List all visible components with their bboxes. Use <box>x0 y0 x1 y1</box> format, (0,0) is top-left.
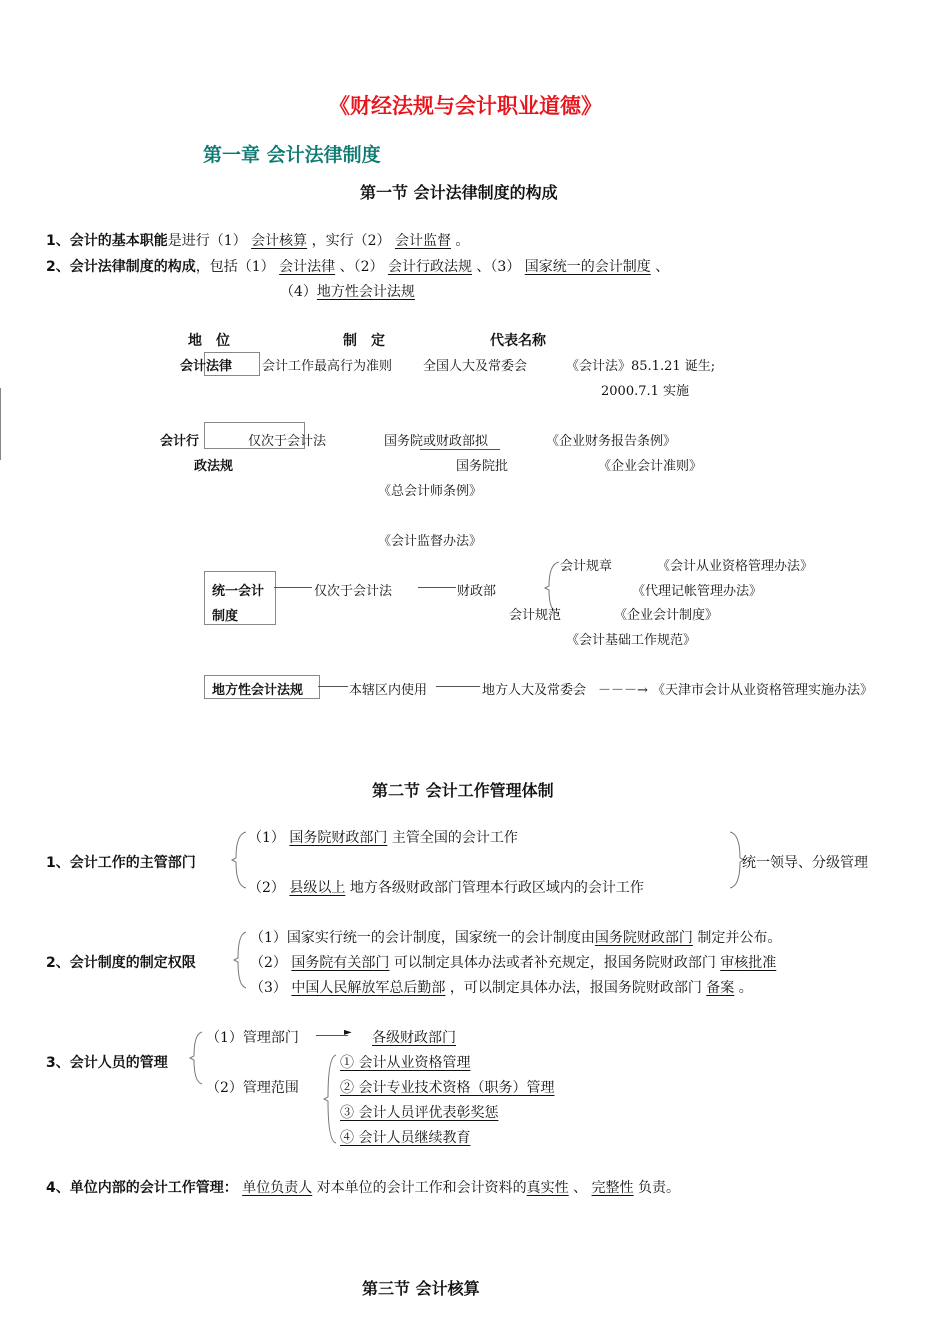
scope-item-2: ② 会计专业技术资格（职务）管理 <box>340 1080 555 1096</box>
unified-label-2: 制度 <box>212 609 239 624</box>
s2-q2-label: 2、会计制度的制定权限 <box>46 955 196 971</box>
law-name: 《会计法》85.1.21 诞生; <box>566 359 716 374</box>
local-maker: 地方人大及常委会 <box>482 683 587 698</box>
s2-q3-brace <box>190 1030 204 1086</box>
s2-q4: 4、单位内部的会计工作管理： 单位负责人 对本单位的会计工作和会计资料的真实性 、 完整性 负责。 <box>46 1180 681 1196</box>
q-label: 1、会计的基本职能 <box>46 233 168 249</box>
local-name: 《天津市会计从业资格管理实施办法》 <box>652 683 874 698</box>
admin-maker-1: 国务院或财政部拟 <box>384 434 489 449</box>
unified-name-3: 《企业会计制度》 <box>614 608 719 623</box>
admin-status: 仅次于会计法 <box>248 434 327 449</box>
s1-q2-line2: （4）地方性会计法规 <box>280 284 415 300</box>
s1-q1: 1、会计的基本职能是进行（1） 会计核算 ，实行（2） 会计监督 。 <box>46 233 470 249</box>
local-connector-1 <box>318 686 348 687</box>
unified-name-2: 《代理记帐管理办法》 <box>632 584 763 599</box>
admin-maker-2: 国务院批 <box>456 459 509 474</box>
unified-connector-2 <box>418 587 456 588</box>
law-maker: 全国人大及常委会 <box>423 359 528 374</box>
unified-rules: 会计规章 <box>560 559 613 574</box>
chapter-title: 第一章 会计法律制度 <box>203 144 381 166</box>
s2-q1-label: 1、会计工作的主管部门 <box>46 855 196 871</box>
s2-q3-scope-brace <box>324 1053 338 1145</box>
s2-q2-item-1: （1）国家实行统一的会计制度，国家统一的会计制度由国务院财政部门 制定并公布。 <box>250 930 782 946</box>
answer: 真实性 <box>526 1180 569 1196</box>
answer: 完整性 <box>591 1180 634 1196</box>
unified-label-1: 统一会计 <box>212 584 265 599</box>
scope-item-1: ① 会计从业资格管理 <box>340 1055 471 1071</box>
unified-name-4: 《会计基础工作规范》 <box>566 633 697 648</box>
answer: 会计法律 <box>279 259 336 275</box>
s1-q2: 2、会计法律制度的构成，包括（1） 会计法律 、（2） 会计行政法规 、（3） 国家统一的会计制度 、 <box>46 259 670 275</box>
s2-q1-summary: 统一领导、分级管理 <box>742 855 868 871</box>
admin-name-1: 《企业财务报告条例》 <box>546 434 677 449</box>
admin-connector <box>420 449 500 450</box>
arrow-head-icon: ► <box>344 1027 352 1038</box>
s2-q1-item-1: （1） 国务院财政部门 主管全国的会计工作 <box>248 830 518 846</box>
header-name: 代表名称 <box>490 333 546 349</box>
s2-q1-brace <box>232 830 248 890</box>
answer: 会计行政法规 <box>387 259 472 275</box>
margin-mark <box>0 388 1 460</box>
scope-item-3: ③ 会计人员评优表彰奖惩 <box>340 1105 499 1121</box>
local-label: 地方性会计法规 <box>212 683 304 698</box>
answer: 地方性会计法规 <box>316 284 415 300</box>
law-status: 会计工作最高行为准则 <box>262 359 393 374</box>
scope-item-4: ④ 会计人员继续教育 <box>340 1130 471 1146</box>
admin-label-2: 政法规 <box>194 459 234 474</box>
law-date: 2000.7.1 实施 <box>601 384 690 399</box>
s2-q2-item-3: （3） 中国人民解放军总后勤部 ，可以制定具体办法，报国务院财政部门 备案 。 <box>250 980 753 996</box>
unified-status: 仅次于会计法 <box>314 584 393 599</box>
answer: 中国人民解放军总后勤部 <box>291 980 446 996</box>
section-3-title: 第三节 会计核算 <box>362 1279 480 1298</box>
header-maker: 制 定 <box>343 333 385 349</box>
unified-connector-1 <box>274 587 312 588</box>
s2-q3-mgmt-scope: （2）管理范围 <box>206 1080 299 1096</box>
s2-q2-item-2: （2） 国务院有关部门 可以制定具体办法或者补充规定，报国务院财政部门 审核批准 <box>250 955 777 971</box>
local-status: 本辖区内使用 <box>349 683 428 698</box>
answer: 会计监督 <box>394 233 451 249</box>
answer: 单位负责人 <box>242 1180 313 1196</box>
admin-label-1: 会计行 <box>160 434 200 449</box>
answer: 国务院财政部门 <box>289 830 388 846</box>
q-label: 2、会计法律制度的构成 <box>46 259 196 275</box>
answer: 国家统一的会计制度 <box>524 259 651 275</box>
answer: 备案 <box>706 980 735 996</box>
s2-q1-item-2: （2） 县级以上 地方各级财政部门管理本行政区域内的会计工作 <box>248 880 644 896</box>
answer: 县级以上 <box>289 880 346 896</box>
law-label: 会计法律 <box>180 359 233 374</box>
s2-q2-brace <box>234 930 248 990</box>
unified-maker: 财政部 <box>457 584 497 599</box>
answer: 会计核算 <box>251 233 308 249</box>
answer: 审核批准 <box>720 955 777 971</box>
local-arrow: －－－→ <box>598 683 648 698</box>
unified-norms: 会计规范 <box>509 608 562 623</box>
admin-name-2: 《企业会计准则》 <box>598 459 703 474</box>
admin-name-3: 《总会计师条例》 <box>378 484 483 499</box>
admin-name-4: 《会计监督办法》 <box>378 534 483 549</box>
document-title: 《财经法规与会计职业道德》 <box>329 93 602 118</box>
s2-q3-label: 3、会计人员的管理 <box>46 1055 168 1071</box>
q-label: 4、单位内部的会计工作管理： <box>46 1180 238 1196</box>
unified-name-1: 《会计从业资格管理办法》 <box>657 559 814 574</box>
section-2-title: 第二节 会计工作管理体制 <box>372 781 554 800</box>
answer: 国务院财政部门 <box>594 930 693 946</box>
local-connector-2 <box>436 686 480 687</box>
s2-q3-dept-answer: 各级财政部门 <box>372 1030 456 1046</box>
answer: 国务院有关部门 <box>291 955 390 971</box>
s2-q3-mgmt-dept: （1）管理部门 <box>206 1030 299 1046</box>
header-status: 地 位 <box>188 333 230 349</box>
section-1-title: 第一节 会计法律制度的构成 <box>360 183 558 202</box>
